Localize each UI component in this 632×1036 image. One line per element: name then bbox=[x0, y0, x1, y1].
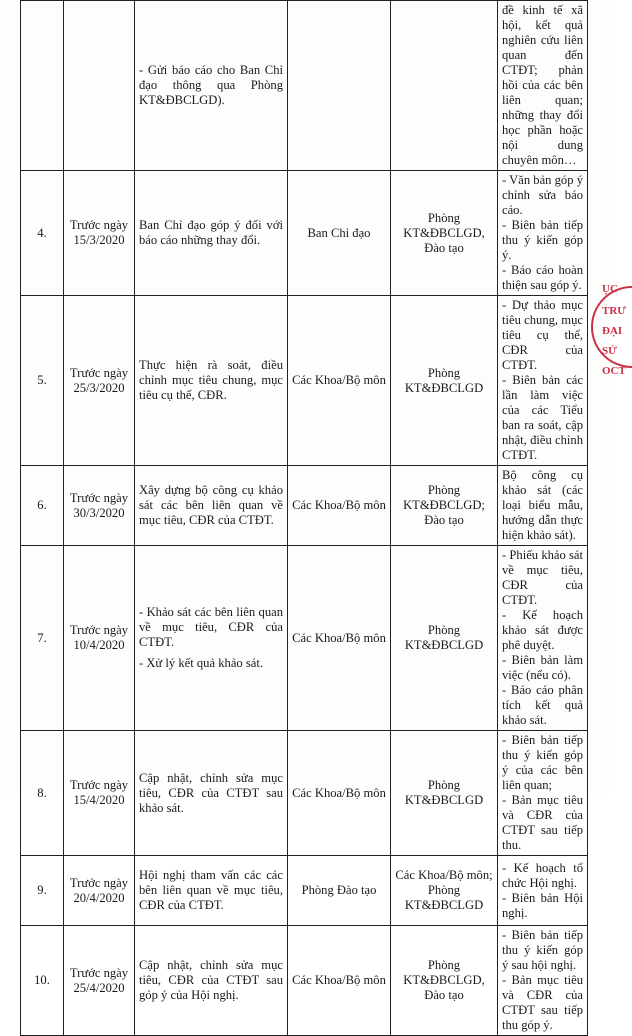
product-line: - Văn bản góp ý chỉnh sửa báo cáo. bbox=[502, 173, 583, 217]
table-row bbox=[21, 466, 588, 546]
table-row bbox=[21, 546, 588, 731]
row-number: 10. bbox=[21, 926, 64, 1036]
row-products bbox=[498, 926, 588, 1036]
task-line: Xây dựng bộ công cụ khảo sát các bên liên quan về mục tiêu, CĐR của CTĐT. bbox=[139, 483, 283, 527]
row-deadline bbox=[64, 856, 135, 926]
deadline-date: 25/4/2020 bbox=[73, 980, 125, 995]
deadline-label: Trước ngày bbox=[69, 778, 129, 792]
row-task bbox=[135, 466, 288, 546]
deadline-date: 25/3/2020 bbox=[73, 380, 125, 395]
row-number: 6. bbox=[21, 466, 64, 546]
table-row bbox=[21, 926, 588, 1036]
product-line: - Bản mục tiêu và CĐR của CTĐT sau tiếp thu. bbox=[502, 793, 583, 852]
seal-fragment: ỤC bbox=[602, 283, 618, 295]
deadline-date: 10/4/2020 bbox=[73, 638, 125, 652]
row-products bbox=[498, 546, 588, 731]
task-line: - Xử lý kết quả khảo sát. bbox=[139, 656, 263, 670]
row-products bbox=[498, 731, 588, 856]
row-number: 9. bbox=[21, 856, 64, 926]
row-coordinator: Phòng KT&ĐBCLGD bbox=[391, 731, 498, 856]
product-line: - Báo cáo phân tích kết quả khảo sát. bbox=[502, 683, 583, 727]
row-products bbox=[498, 856, 588, 926]
table-row bbox=[21, 1, 588, 171]
row-responsible: Các Khoa/Bộ môn bbox=[288, 731, 391, 856]
product-line: - Biên bản tiếp thu ý kiến góp ý. bbox=[502, 218, 583, 262]
row-task bbox=[135, 546, 288, 731]
product-line: - Dự thảo mục tiêu chung, mục tiêu cụ thể, CĐR của CTĐT. bbox=[502, 298, 583, 372]
product-line: - Kế hoạch tổ chức Hội nghị. bbox=[502, 860, 583, 890]
row-deadline bbox=[64, 171, 135, 296]
row-deadline bbox=[64, 466, 135, 546]
row-products bbox=[498, 171, 588, 296]
row-responsible: Ban Chỉ đạo bbox=[288, 171, 391, 296]
row-coordinator: Phòng KT&ĐBCLGD bbox=[391, 296, 498, 466]
row-coordinator: Phòng KT&ĐBCLGD, Đào tạo bbox=[391, 926, 498, 1036]
row-coordinator: Phòng KT&ĐBCLGD; Đào tạo bbox=[391, 466, 498, 546]
deadline-date: 30/3/2020 bbox=[73, 505, 125, 520]
row-responsible: Các Khoa/Bộ môn bbox=[288, 546, 391, 731]
product-line: - Bản mục tiêu và CĐR của CTĐT sau tiếp thu góp ý. bbox=[502, 973, 583, 1032]
product-line: đề kinh tế xã hội, kết quả nghiên cứu liên quan đến CTĐT; phản hồi của các bên liên quan; những thay đổi học phần hoặc nội dung chuyên môn… bbox=[502, 3, 583, 167]
row-coordinator: Phòng KT&ĐBCLGD bbox=[391, 546, 498, 731]
task-line: Ban Chỉ đạo góp ý đối với báo cáo những thay đổi. bbox=[139, 218, 283, 247]
deadline-label: Trước ngày bbox=[69, 365, 129, 380]
product-line: Bộ công cụ khảo sát (các loại biểu mẫu, hướng dẫn thực hiện khảo sát). bbox=[502, 468, 583, 542]
product-line: - Biên bản tiếp thu ý kiến góp ý sau hội nghị. bbox=[502, 928, 583, 972]
seal-fragment: ĐẠI bbox=[602, 325, 623, 337]
row-task bbox=[135, 731, 288, 856]
deadline-date: 15/4/2020 bbox=[73, 793, 125, 807]
product-line: - Biên bản làm việc (nếu có). bbox=[502, 653, 583, 682]
seal-fragment: OCT bbox=[602, 365, 626, 377]
row-task bbox=[135, 1, 288, 171]
row-deadline bbox=[64, 296, 135, 466]
row-deadline bbox=[64, 731, 135, 856]
row-products bbox=[498, 296, 588, 466]
task-line: Thực hiện rà soát, điều chỉnh mục tiêu chung, mục tiêu cụ thể, CĐR. bbox=[139, 358, 283, 402]
table-row bbox=[21, 856, 588, 926]
task-line: Cập nhật, chỉnh sửa mục tiêu, CĐR của CTĐT sau góp ý của Hội nghị. bbox=[139, 958, 283, 1002]
deadline-label: Trước ngày bbox=[69, 875, 129, 890]
product-line: - Phiếu khảo sát về mục tiêu, CĐR của CTĐT. bbox=[502, 548, 583, 607]
task-line: - Khảo sát các bên liên quan về mục tiêu, CĐR của CTĐT. bbox=[139, 605, 283, 649]
row-number: 5. bbox=[21, 296, 64, 466]
row-number: 8. bbox=[21, 731, 64, 856]
product-line: - Báo cáo hoàn thiện sau góp ý. bbox=[502, 263, 583, 292]
row-task bbox=[135, 171, 288, 296]
deadline-label: Trước ngày bbox=[69, 623, 129, 637]
seal-fragment: SỬ bbox=[602, 345, 617, 357]
row-coordinator: Các Khoa/Bộ môn; Phòng KT&ĐBCLGD bbox=[391, 856, 498, 926]
row-deadline bbox=[64, 926, 135, 1036]
row-responsible: Các Khoa/Bộ môn bbox=[288, 296, 391, 466]
row-coordinator bbox=[391, 1, 498, 171]
plan-table bbox=[20, 0, 588, 1036]
row-task bbox=[135, 856, 288, 926]
deadline-label: Trước ngày bbox=[69, 965, 129, 980]
row-deadline bbox=[64, 546, 135, 731]
row-deadline bbox=[64, 1, 135, 171]
seal-fragment: TRƯ bbox=[602, 305, 627, 317]
row-responsible bbox=[288, 1, 391, 171]
deadline-date: 20/4/2020 bbox=[73, 890, 125, 905]
product-line: - Biên bản Hội nghị. bbox=[502, 890, 583, 920]
task-line: Hội nghị tham vấn các các bên liên quan về mục tiêu, CĐR của CTĐT. bbox=[139, 868, 283, 912]
table-row bbox=[21, 731, 588, 856]
row-products bbox=[498, 466, 588, 546]
table-row bbox=[21, 296, 588, 466]
product-line: - Biên bản các lần làm việc của các Tiểu ban ra soát, cập nhật, điều chỉnh CTĐT. bbox=[502, 373, 583, 462]
task-line: - Gửi báo cáo cho Ban Chỉ đạo thông qua Phòng KT&ĐBCLGD). bbox=[139, 63, 283, 107]
row-coordinator: Phòng KT&ĐBCLGD, Đào tạo bbox=[391, 171, 498, 296]
row-responsible: Các Khoa/Bộ môn bbox=[288, 926, 391, 1036]
row-responsible: Phòng Đào tạo bbox=[288, 856, 391, 926]
row-number bbox=[21, 1, 64, 171]
task-line: Cập nhật, chỉnh sửa mục tiêu, CĐR của CTĐT sau khảo sát. bbox=[139, 770, 283, 815]
deadline-label: Trước ngày bbox=[69, 218, 129, 232]
deadline-date: 15/3/2020 bbox=[73, 233, 125, 247]
row-responsible: Các Khoa/Bộ môn bbox=[288, 466, 391, 546]
row-task bbox=[135, 926, 288, 1036]
deadline-label: Trước ngày bbox=[69, 490, 129, 505]
row-task bbox=[135, 296, 288, 466]
product-line: - Biên bản tiếp thu ý kiến góp ý của các bên liên quan; bbox=[502, 733, 583, 792]
table-row bbox=[21, 171, 588, 296]
plan-table-body bbox=[21, 1, 588, 1036]
row-products bbox=[498, 1, 588, 171]
row-number: 4. bbox=[21, 171, 64, 296]
row-number: 7. bbox=[21, 546, 64, 731]
product-line: - Kế hoạch khảo sát được phê duyệt. bbox=[502, 608, 583, 652]
official-seal bbox=[588, 262, 632, 392]
